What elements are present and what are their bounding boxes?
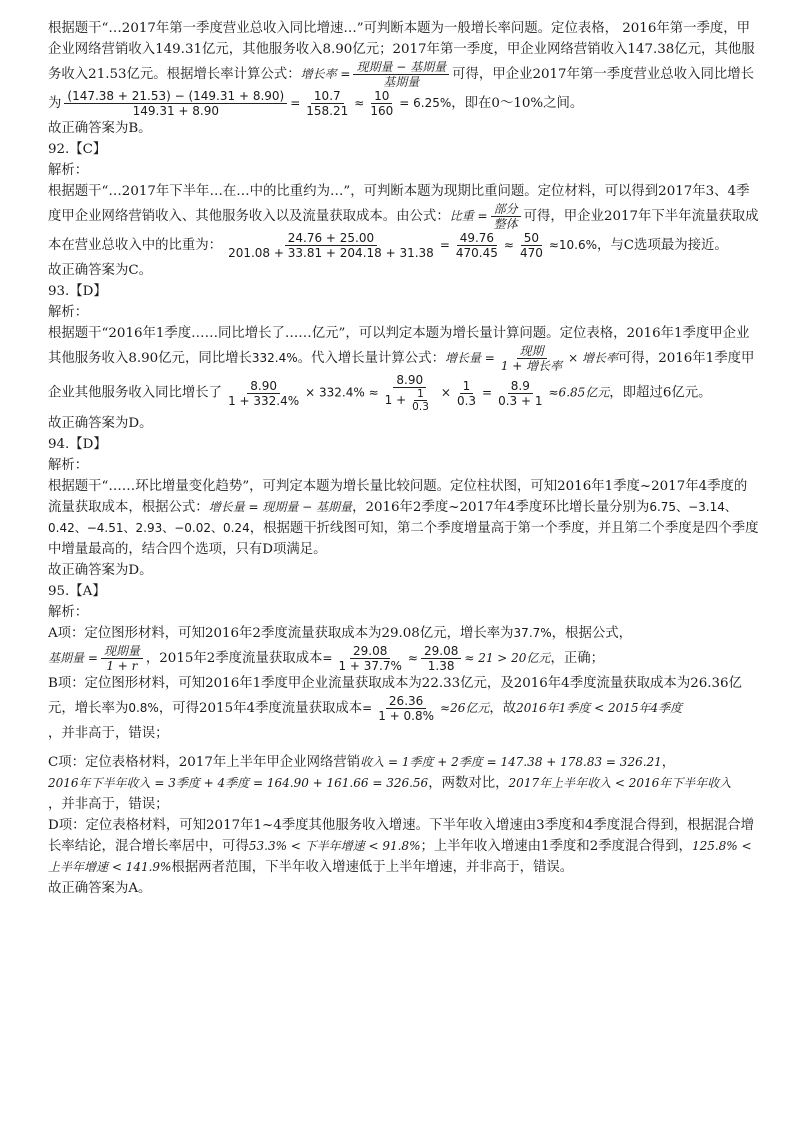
q93-calc-fraction-4: $\frac{8.9}{0.3 + 1}$: [498, 378, 543, 408]
q93-calc-fraction-3: $\frac{1}{0.3}$: [456, 378, 477, 408]
q95-option-b: B项：定位图形材料，可知2016年1季度甲企业流量获取成本为22.33亿元，及2016年4季度流量获取成本为26.36亿元，增长率为0.8%，可得2015年4季度流量获取成本= $\frac{26.36}{1 + 0.8\%}$ ≈26亿元，故2016年1季度 < 2015年4季度 ，并非高于，错误；: [48, 676, 742, 741]
q95-analysis-label: 解析：: [48, 605, 89, 620]
increment-formula: $\frac{\text{现期}}{\text{1 + 增长率}}$: [500, 344, 563, 373]
q91-calc-fraction-1: $\frac{(147.38 + 21.53) - (149.31 + 8.90)}{149.31 + 8.90}$: [64, 89, 287, 118]
q93-answer-heading: 93.【D】: [48, 284, 107, 299]
q91-calc-fraction-3: $\frac{10}{160}$: [370, 89, 394, 118]
q91-result: = 6.25%: [399, 96, 452, 110]
q93-nested-fraction: $\frac{1}{0.3}$: [412, 388, 429, 413]
q91-conclusion: 故正确答案为B。: [48, 121, 152, 136]
q94-increment-values: 6.75、−3.14、0.42、−4.51、2.93、−0.02、0.24: [48, 500, 737, 535]
q95-option-c: C项：定位表格材料，2017年上半年甲企业网络营销收入 = 1季度 + 2季度 = 147.38 + 178.83 = 326.21， 2016年下半年收入 = 3季度 + 4季度 = 164.90 + 161.66 = 326.56，两数对比，2017年上半年收入 < 2016年下半年收入 ，并非高于，错误；: [48, 755, 732, 812]
q95b-calc-fraction: $\frac{26.36}{1 + 0.8\%}$: [378, 694, 435, 723]
q91-text-2: 可得，甲企业2017年第一季度营业总收入同比增长为: [48, 67, 755, 111]
q94-answer-heading: 94.【D】: [48, 437, 107, 452]
q92-analysis: 根据题干“…2017年下半年…在…中的比重约为…”，可判断本题为现期比重问题。定位材料，可以得到2017年3、4季度甲企业网络营销收入、其他服务收入以及流量获取成本。由公式：比重 = $\frac{\text{部分}}{\text{整体}}$ 可得，甲企业2017年下半年流量获取成本在营业总收入中的比重为： $\frac{24.76 + 25.00}{201.08 + 33.81 + 204.18 + 31.38}$ = $\frac{49.76}{470.45}$ ≈ $\frac{50}{470}$ ≈10.6%，与C选项最为接近。: [48, 184, 759, 260]
growth-rate-formula-denominator: 基期量: [383, 75, 420, 89]
q95-answer-heading: 95.【A】: [48, 584, 106, 599]
increment-formula-lhs: 增长量 =: [444, 351, 495, 365]
q93-growth-rate: 332.4%: [251, 351, 298, 365]
q92-result: ≈10.6%: [548, 238, 598, 252]
q95-option-d: D项：定位表格材料，可知2017年1~4季度其他服务收入增速。下半年收入增速由3季度和4季度混合得到，根据混合增长率结论，混合增长率居中，可得53.3% < 下半年增速 < 91.8%；上半年收入增速由1季度和2季度混合得到，125.8% < 上半年增速 < 141.9%根据两者范围，下半年收入增速低于上半年增速，并非高于，错误。: [48, 818, 755, 875]
q93-calc-fraction-2: 8.90 1 + $\frac{1}{0.3}$: [382, 373, 438, 413]
q94-analysis: 根据题干“……环比增量变化趋势”，可判定本题为增长量比较问题。定位柱状图，可知2016年1季度~2017年4季度的流量获取成本，根据公式：增长量 = 现期量 − 基期量，2016年2季度~2017年4季度环比增长量分别为6.75、−3.14、0.42、−4.51、2.93、−0.02、0.24，根据题干折线图可知，第二个季度增量高于第一个季度，并且第二个季度是四个季度中增量最高的，结合四个选项，只有D项满足。: [48, 479, 759, 557]
base-period-formula-lhs: 基期量 =: [48, 651, 98, 665]
q93-analysis: 根据题干“2016年1季度……同比增长了……亿元”，可以判定本题为增长量计算问题。定位表格，2016年1季度甲企业其他服务收入8.90亿元，同比增长332.4%。代入增长量计算公式：增长量 = $\frac{\text{现期}}{\text{1 + 增长率}}$ × 增长率可得，2016年1季度甲企业其他服务收入同比增长了 $\frac{8.90}{1 + 332.4\%}$ × 332.4% ≈ 8.90 1 + $\frac{1}{0.3}$ × $\frac{1}{0.3}$ = $\frac{8.9}{0.3 + 1}$ ≈6.85亿元，即超过6亿元。: [48, 326, 755, 413]
q94-analysis-label: 解析：: [48, 458, 89, 473]
q93-analysis-label: 解析：: [48, 305, 89, 320]
q91-calc-fraction-2: $\frac{10.7}{158.21}$: [306, 89, 349, 118]
answer-page: [48, 18, 760, 899]
q92-answer-heading: 92.【C】: [48, 142, 107, 157]
q93-result: ≈6.85亿元: [548, 385, 610, 400]
q95-conclusion: 故正确答案为A。: [48, 881, 152, 896]
q92-analysis-label: 解析：: [48, 163, 89, 178]
q92-calc-fraction-2: $\frac{49.76}{470.45}$: [455, 231, 498, 260]
base-period-formula: $\frac{\text{现期量}}{1 + r}$: [101, 644, 143, 673]
q95a-calc-fraction-1: $\frac{29.08}{1 + 37.7\%}$: [338, 644, 402, 673]
proportion-formula: $\frac{\text{部分}}{\text{整体}}$: [491, 202, 521, 231]
q94-conclusion: 故正确答案为D。: [48, 563, 153, 578]
q93-conclusion: 故正确答案为D。: [48, 416, 153, 431]
q91-text-1: 根据题干“…2017年第一季度营业总收入同比增速…”可判断本题为一般增长率问题。定位表格， 2016年第一季度，甲企业网络营销收入149.31亿元，其他服务收入8.90亿元；2017年第一季度，甲企业网络营销收入147.38亿元，其他服务收入21.53亿元。根据增长率计算公式：: [48, 21, 755, 82]
q92-calc-fraction-1: $\frac{24.76 + 25.00}{201.08 + 33.81 + 204.18 + 31.38}$: [228, 231, 434, 260]
q95-option-a: A项：定位图形材料，可知2016年2季度流量获取成本为29.08亿元，增长率为37.7%，根据公式， 基期量 = $\frac{\text{现期量}}{1 + r}$ ，2015年2季度流量获取成本= $\frac{29.08}{1 + 37.7\%}$ ≈ $\frac{29.08}{1.38}$ ≈ 21 > 20亿元，正确；: [48, 626, 633, 673]
q93-calc-fraction-1: $\frac{8.90}{1 + 332.4\%}$: [228, 378, 300, 408]
q92-conclusion: 故正确答案为C。: [48, 263, 152, 278]
growth-rate-formula-numerator: 现期量 − 基期量: [353, 60, 449, 75]
q91-text-3: ，即在0～10%之间。: [451, 96, 584, 111]
proportion-formula-lhs: 比重 =: [449, 209, 488, 223]
growth-rate-formula: [353, 60, 449, 89]
q91-analysis: 根据题干“…2017年第一季度营业总收入同比增速…”可判断本题为一般增长率问题。定位表格， 2016年第一季度，甲企业网络营销收入149.31亿元，其他服务收入8.90亿元；2017年第一季度，甲企业网络营销收入147.38亿元，其他服务收入21.53亿元。根据增长率计算公式：增长率 = $\frac{\text{现期量 − 基期量}}{\text{基期量}}$ 可得，甲企业2017年第一季度营业总收入同比增长为 $\frac{(147.38 + 21.53) - (149.31 + 8.90)}{149.31 + 8.90}$ = $\frac{10.7}{158.21}$ ≈ $\frac{10}{160}$ = 6.25%，即在0～10%之间。: [48, 21, 755, 118]
q92-calc-fraction-3: $\frac{50}{470}$: [519, 231, 543, 260]
q95a-calc-fraction-2: $\frac{29.08}{1.38}$: [421, 644, 461, 673]
increment-difference-formula: 增长量 = 现期量 − 基期量: [208, 500, 353, 514]
growth-rate-formula-lhs: 增长率 =: [300, 67, 351, 81]
